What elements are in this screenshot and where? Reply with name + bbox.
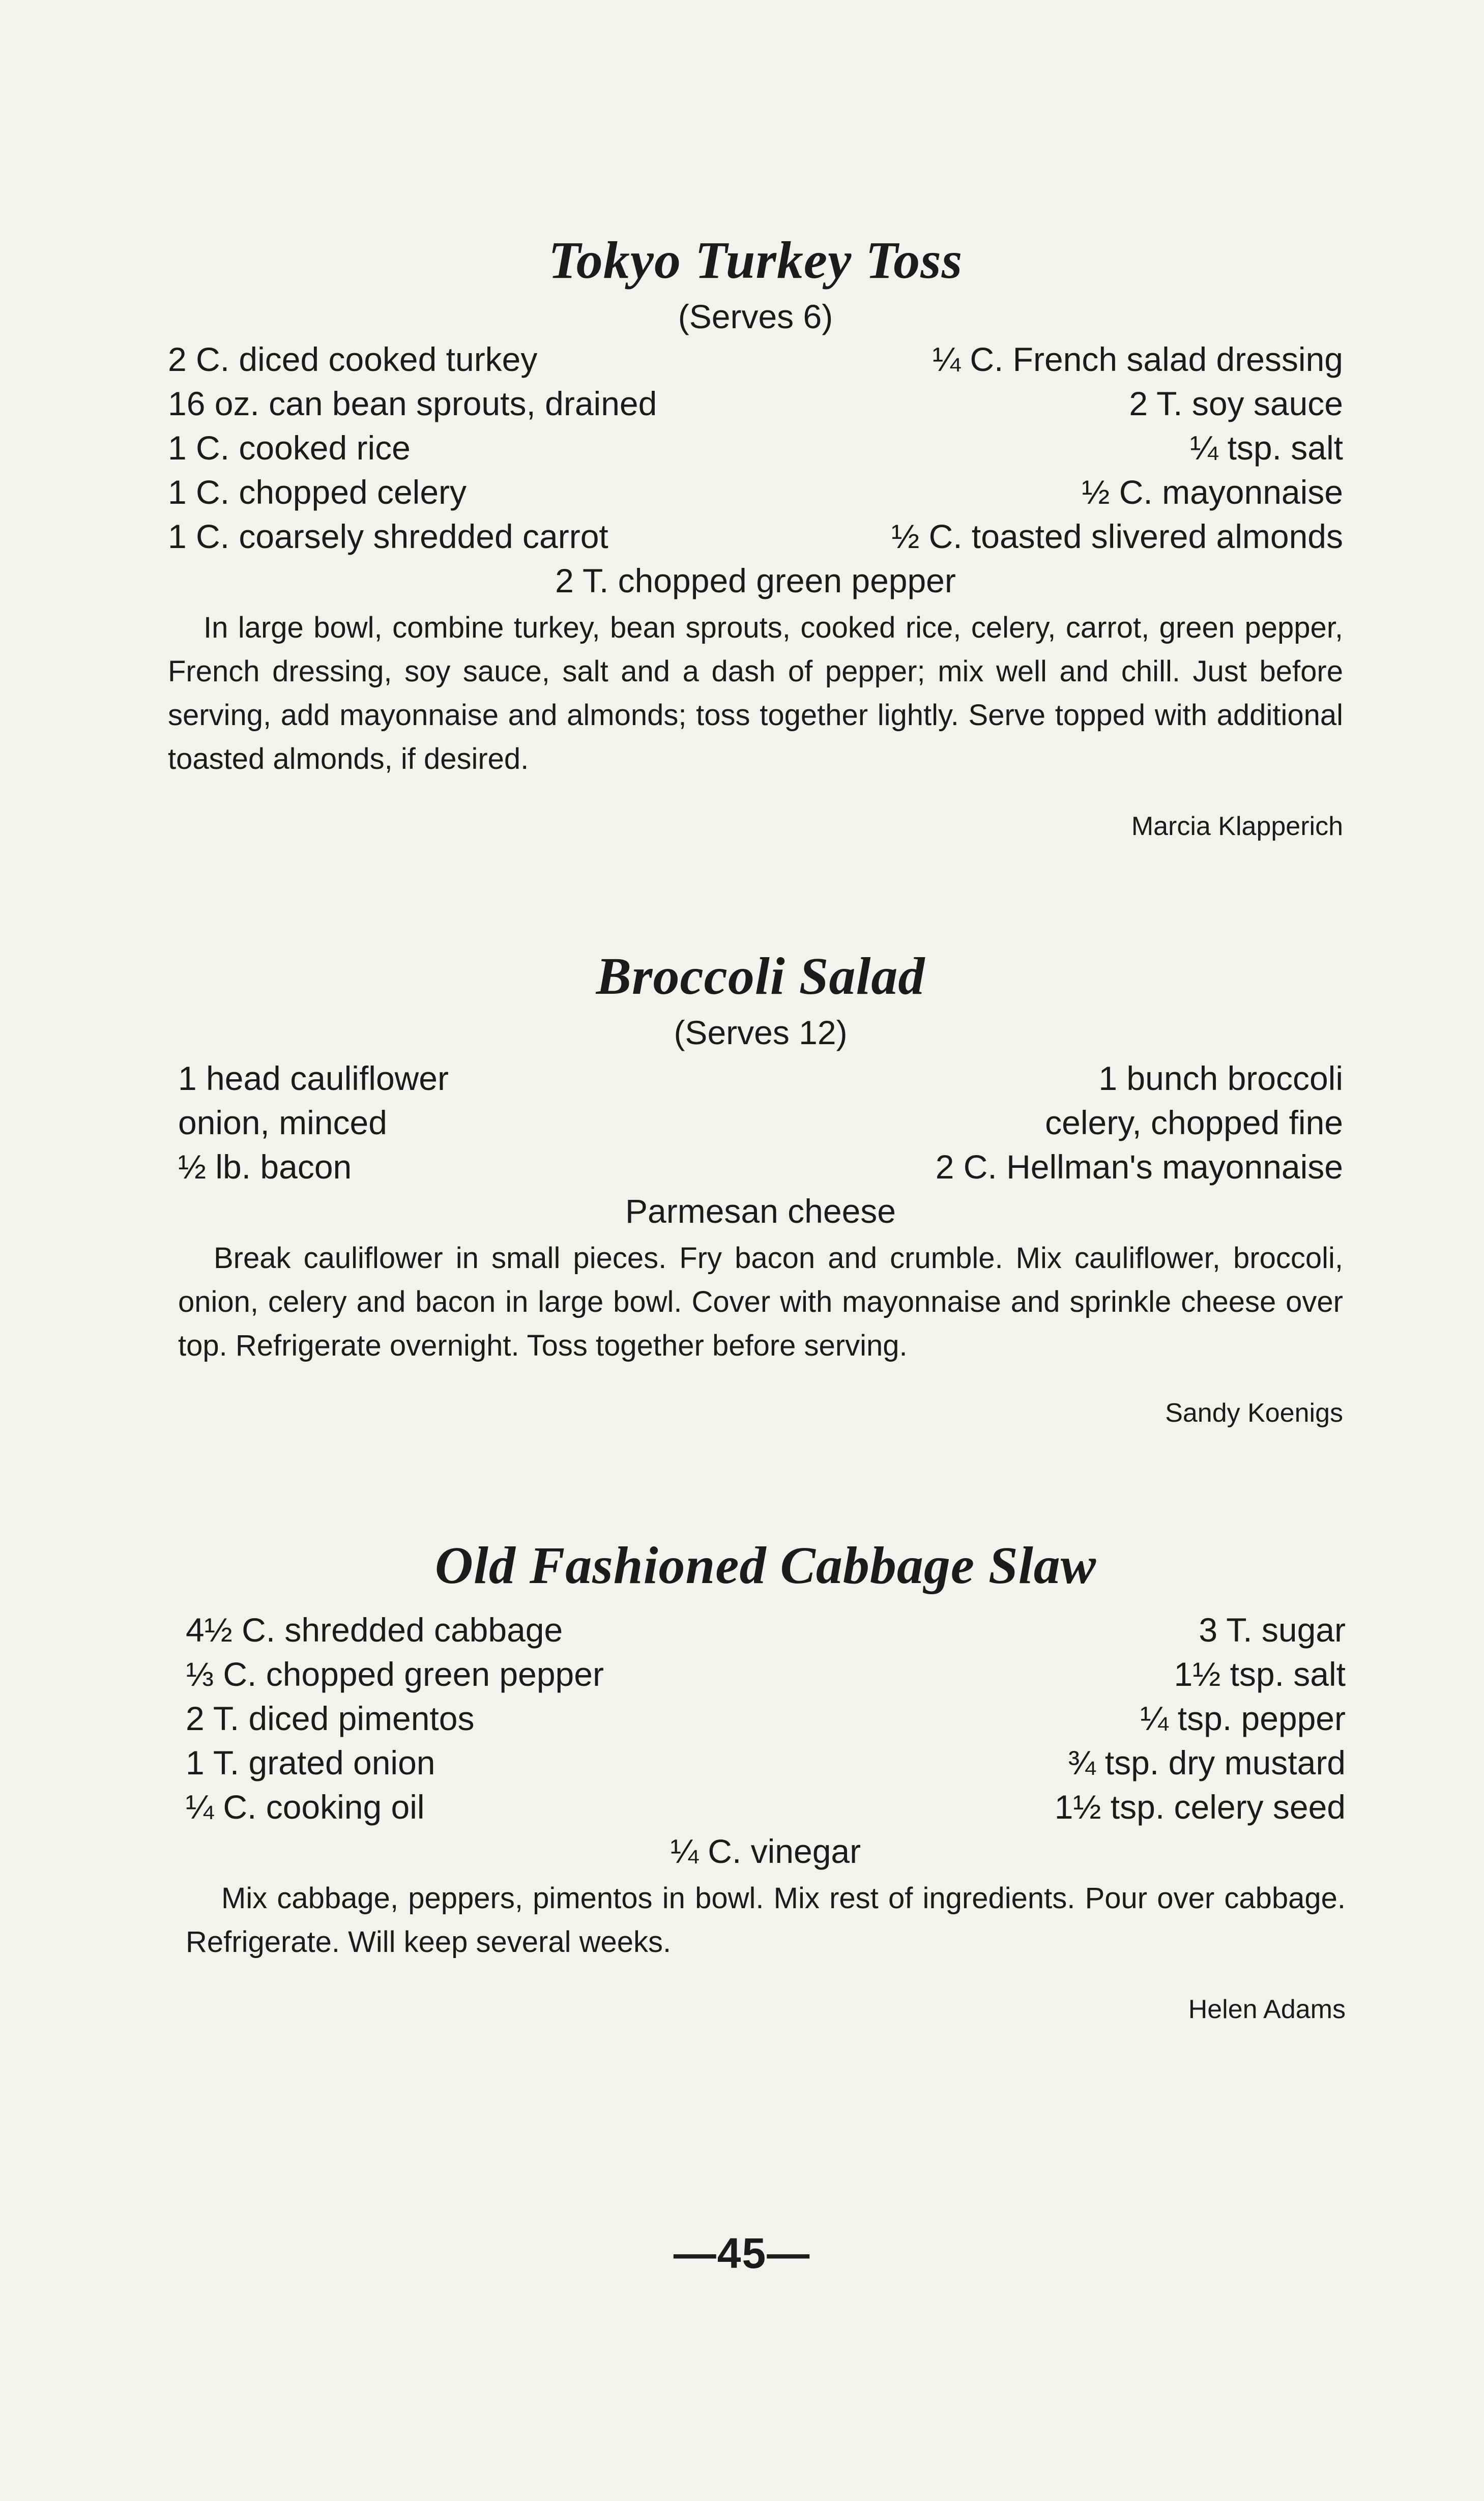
ingredient: 2 T. soy sauce	[1129, 384, 1343, 422]
ingredient-columns	[186, 1608, 1346, 1829]
recipe-serves: (Serves 6)	[678, 298, 833, 336]
ingredient: 16 oz. can bean sprouts, drained	[168, 384, 657, 422]
left-ingredient-list	[178, 1056, 449, 1189]
recipe-directions: Mix cabbage, peppers, pimentos in bowl. Mix rest of ingredients. Pour over cabbage. Refrigerate. Will keep several weeks.	[186, 1882, 1346, 1959]
recipe-directions: Break cauliflower in small pieces. Fry bacon and crumble. Mix cauliflower, broccoli, onion, celery and bacon in large bowl. Cover with mayonnaise and sprinkle cheese over top. Refrigerate overnight. Toss together before serving.	[178, 1241, 1343, 1362]
recipe-author: Marcia Klapperich	[1131, 811, 1343, 841]
ingredient: ½ C. mayonnaise	[1082, 473, 1343, 511]
page-number: —45—	[673, 2229, 811, 2277]
ingredient: 4½ C. shredded cabbage	[186, 1611, 563, 1649]
ingredient: 3 T. sugar	[1199, 1611, 1346, 1649]
center-ingredient: Parmesan cheese	[625, 1192, 896, 1230]
ingredient: ½ lb. bacon	[178, 1147, 352, 1186]
ingredient: 1 bunch broccoli	[1098, 1059, 1343, 1097]
ingredient: ¼ tsp. pepper	[1140, 1700, 1346, 1738]
ingredient-columns	[168, 337, 1343, 559]
right-ingredient-list	[936, 1056, 1343, 1189]
right-ingredient-list	[1055, 1608, 1346, 1829]
ingredient: ⅓ C. chopped green pepper	[186, 1655, 604, 1693]
ingredient: 2 C. diced cooked turkey	[168, 340, 538, 378]
ingredient: 1 head cauliflower	[178, 1059, 449, 1097]
recipe-title: Tokyo Turkey Toss	[548, 231, 963, 290]
ingredient: 1 T. grated onion	[186, 1744, 435, 1782]
recipe-author: Helen Adams	[1188, 1995, 1346, 2025]
ingredient: onion, minced	[178, 1103, 387, 1141]
left-ingredient-list	[168, 337, 657, 559]
ingredient: ½ C. toasted slivered almonds	[891, 517, 1343, 555]
right-ingredient-list	[891, 337, 1343, 559]
recipe-directions: In large bowl, combine turkey, bean sprouts, cooked rice, celery, carrot, green pepper, French dressing, soy sauce, salt and a dash of pepper; mix well and chill. Just before serving, add mayonnaise and almonds; toss together lightly. Serve topped with additional toasted almonds, if desired.	[168, 611, 1343, 775]
recipe-tokyo-turkey-toss	[168, 232, 1343, 842]
ingredient: 1 C. cooked rice	[168, 428, 411, 467]
recipe-serves: (Serves 12)	[674, 1014, 848, 1052]
ingredient: 1 C. chopped celery	[168, 473, 467, 511]
center-ingredient: 2 T. chopped green pepper	[555, 561, 956, 599]
center-ingredient: ¼ C. vinegar	[670, 1832, 861, 1871]
ingredient: ¾ tsp. dry mustard	[1067, 1744, 1346, 1782]
ingredient: celery, chopped fine	[1045, 1103, 1343, 1141]
recipe-author: Sandy Koenigs	[1165, 1398, 1343, 1428]
ingredient: ¼ C. cooking oil	[186, 1788, 425, 1826]
ingredient: 2 T. diced pimentos	[186, 1700, 475, 1738]
ingredient: 1½ tsp. salt	[1174, 1655, 1346, 1693]
ingredient: ¼ tsp. salt	[1190, 428, 1343, 467]
ingredient-columns	[178, 1056, 1343, 1189]
ingredient: 1½ tsp. celery seed	[1054, 1788, 1346, 1826]
ingredient: 2 C. Hellman's mayonnaise	[935, 1147, 1343, 1186]
recipe-title: Old Fashioned Cabbage Slaw	[434, 1536, 1097, 1595]
recipe-title: Broccoli Salad	[596, 947, 925, 1005]
ingredient: 1 C. coarsely shredded carrot	[168, 517, 608, 555]
ingredient: ¼ C. French salad dressing	[932, 340, 1343, 378]
left-ingredient-list	[186, 1608, 604, 1829]
recipe-broccoli-salad	[178, 947, 1343, 1429]
recipe-old-fashioned-cabbage-slaw	[186, 1537, 1346, 2026]
